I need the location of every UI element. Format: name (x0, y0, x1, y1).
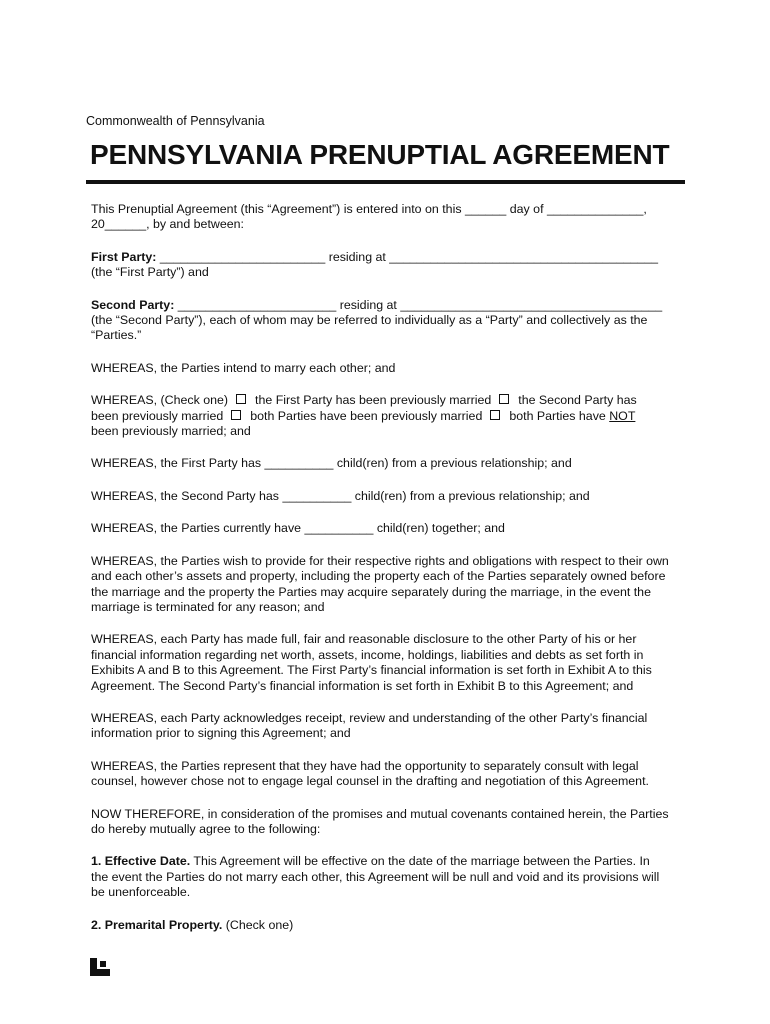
not-emphasis: NOT (609, 408, 636, 423)
brand-logo-icon (90, 958, 110, 976)
whereas-acknowledgement: WHEREAS, each Party acknowledges receipt, review and understanding of the other Party’s financial information prior to signing this Agreement; and (91, 710, 648, 741)
checkbox-icon[interactable] (231, 410, 241, 420)
section-premarital-property: 2. Premarital Property. (Check one) (91, 917, 294, 932)
second-party-label: Second Party: (91, 297, 175, 312)
checkbox-icon[interactable] (236, 394, 246, 404)
checkbox-icon[interactable] (490, 410, 500, 420)
checkbox-icon[interactable] (499, 394, 509, 404)
whereas-financial-disclosure: WHEREAS, each Party has made full, fair and reasonable disclosure to the other Party of his or her financial information regarding net worth, assets, income, holdings, liabilities and debts as set forth in Exhibits A and B to this Agreement. The First Party’s financial information is set forth in Exhibit A to this Agreement. The Second Party’s financial information is set forth in Exhibit B to this Agreement; and (91, 632, 652, 693)
first-party-label: First Party: (91, 249, 157, 264)
whereas-children-together: WHEREAS, the Parties currently have __________ child(ren) together; and (91, 521, 505, 536)
jurisdiction-label: Commonwealth of Pennsylvania (86, 114, 265, 128)
intro-paragraph: This Prenuptial Agreement (this “Agreement”) is entered into on this ______ day of ______________, 20______, by and between: (91, 202, 647, 232)
section-effective-date: 1. Effective Date. This Agreement will be effective on the date of the marriage between the Parties. In the event the Parties do not marry each other, this Agreement will be null and void and its provisions will be unenforceable. (91, 854, 660, 900)
section-1-heading: 1. Effective Date. (91, 854, 191, 869)
whereas-marry: WHEREAS, the Parties intend to marry each other; and (91, 360, 396, 375)
document-title: PENNSYLVANIA PRENUPTIAL AGREEMENT (90, 139, 670, 170)
whereas-previously-married: WHEREAS, (Check one) the First Party has been previously married the Second Party has been previously married both Parties have been previously married both Parties have NOT been previously married; and (91, 393, 637, 439)
first-party-paragraph: First Party: ________________________ residing at _______________________________________ (the “First Party”) and (91, 249, 659, 280)
section-2-heading: 2. Premarital Property. (91, 917, 223, 932)
whereas-first-party-children: WHEREAS, the First Party has __________ child(ren) from a previous relationship; and (91, 456, 572, 471)
second-party-paragraph: Second Party: _______________________ residing at ______________________________________ (the “Second Party”), each of whom may be referred to individually as a “Party” and collectively as the “Parties.” (91, 297, 663, 343)
document-body (91, 202, 681, 933)
whereas-rights-obligations: WHEREAS, the Parties wish to provide for their respective rights and obligations with respect to their own and each other’s assets and property, including the property each of the Parties separately owned before the marriage and the property the Parties may acquire separately during the marriage, in the event the marriage is terminated for any reason; and (91, 553, 669, 614)
title-rule (86, 180, 685, 184)
whereas-legal-counsel: WHEREAS, the Parties represent that they have had the opportunity to separately consult with legal counsel, however chose not to engage legal counsel in the drafting and negotiation of this Agreement. (91, 758, 649, 789)
now-therefore-paragraph: NOW THEREFORE, in consideration of the promises and mutual covenants contained herein, the Parties do hereby mutually agree to the following: (91, 806, 669, 836)
whereas-second-party-children: WHEREAS, the Second Party has __________ child(ren) from a previous relationship; and (91, 488, 590, 503)
